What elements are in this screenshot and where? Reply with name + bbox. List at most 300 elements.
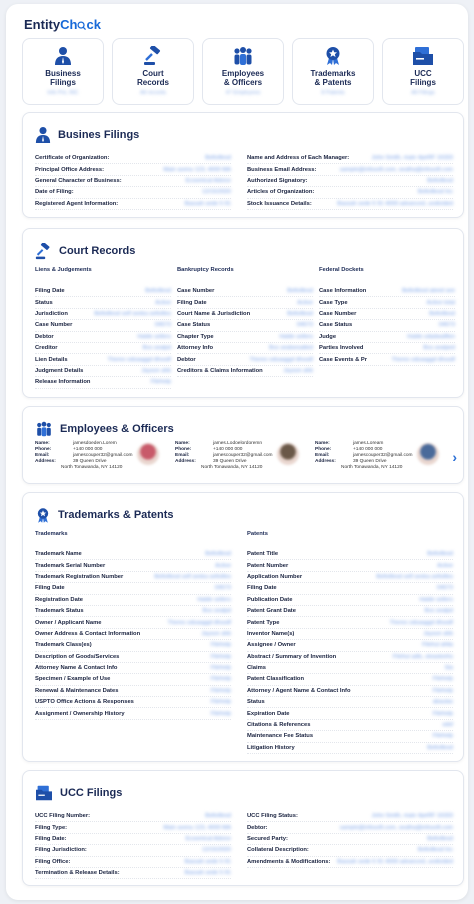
field-row <box>177 286 313 297</box>
employee-city: North Tonawanda, NY 14120 <box>61 465 123 470</box>
employee-phone: +140 000 000 <box>73 447 103 452</box>
field-row <box>247 731 453 742</box>
field-row <box>177 332 313 343</box>
field-value: Theres sdsaaggd dhssdf <box>249 356 313 363</box>
field-row <box>35 199 231 210</box>
field-value: Active <box>297 299 313 306</box>
field-label: Chapter Type <box>177 333 214 340</box>
business-left-column <box>35 153 231 210</box>
field-value: Main avenu 123, 4000 MA <box>163 824 231 831</box>
field-label: Filing Type: <box>35 824 68 831</box>
field-row <box>35 811 231 822</box>
employee-field-label: Address: <box>315 459 336 464</box>
field-row <box>319 320 455 331</box>
field-value: Filehelp <box>432 710 453 717</box>
tab-label: Business <box>45 69 81 78</box>
field-label: General Character of Business: <box>35 177 122 184</box>
employee-field-label: Email: <box>175 453 190 458</box>
field-value: Bellvillesd <box>287 288 313 295</box>
gavel-icon <box>35 243 52 260</box>
field-value: Bellvillesd <box>427 551 453 558</box>
field-row <box>247 834 453 845</box>
employee-address: 39 Queen Drive <box>213 459 247 464</box>
field-row <box>35 583 231 594</box>
field-label: Stock Issuance Details: <box>247 200 312 207</box>
tab-label: Court <box>142 69 164 78</box>
field-value: Bellvillesd <box>287 310 313 317</box>
field-row <box>247 674 453 685</box>
tab-sub: All records <box>140 90 166 96</box>
field-row <box>247 663 453 674</box>
field-value: Bellvillesd Inc <box>417 847 453 854</box>
field-label: Termination & Release Details: <box>35 870 120 877</box>
field-label: Trademark Serial Number <box>35 562 106 569</box>
field-value: Bvs sealpd <box>202 608 231 615</box>
field-value: 04573 <box>154 322 171 329</box>
field-value: 04573 <box>214 585 231 592</box>
field-value: Filehelp <box>210 642 231 649</box>
field-label: Maintenance Fee Status <box>247 733 314 740</box>
field-row <box>247 617 453 628</box>
card-title: Busines Filings <box>58 129 140 141</box>
field-row <box>319 354 455 365</box>
field-row <box>319 297 455 308</box>
field-row <box>35 320 171 331</box>
field-label: Business Email Address: <box>247 166 317 173</box>
field-label: UCC Filing Number: <box>35 813 91 820</box>
field-value: Filehelp <box>432 676 453 683</box>
field-value: Bellvillesd self seeka sellvilles <box>376 573 453 580</box>
field-row <box>247 697 453 708</box>
federal-dockets-column <box>319 267 455 366</box>
field-row <box>35 640 231 651</box>
field-row <box>247 652 453 663</box>
tab-sub: 8 Patents <box>321 90 345 96</box>
field-value: Bellvillesd ateed see <box>402 288 455 295</box>
field-label: Case Type <box>319 299 348 306</box>
field-value: Filehul ahlia <box>422 642 453 649</box>
court-records-title <box>35 241 135 261</box>
field-value: abaulas <box>432 699 453 706</box>
employee-field-label: Name: <box>175 441 190 446</box>
field-value: Filehelp <box>210 687 231 694</box>
logo-text-ck: ck <box>86 17 101 32</box>
field-value: Bvs sealped <box>423 345 455 352</box>
field-row <box>177 354 313 365</box>
field-value: Bellvillesd <box>145 288 171 295</box>
ucc-filings-title <box>35 783 122 803</box>
field-label: Assignee / Owner <box>247 642 296 649</box>
field-row <box>247 187 453 198</box>
field-label: Owner / Applicant Name <box>35 619 102 626</box>
tab-label: & Patents <box>314 78 352 87</box>
field-row <box>35 686 231 697</box>
field-value: 12/15/2020 <box>201 847 231 854</box>
liens-judgements-column <box>35 267 171 389</box>
field-row <box>177 297 313 308</box>
employee-field-label: Phone: <box>315 447 332 452</box>
field-value: Filehul adls, sleasteehs <box>392 653 453 660</box>
field-value: Bellvillesd self seeka sellvilles <box>154 573 231 580</box>
entitycheck-logo[interactable] <box>24 17 101 32</box>
tab-business-filings[interactable] <box>22 38 104 105</box>
field-row <box>35 297 171 308</box>
field-value: Bellvillesd <box>205 813 231 820</box>
ucc-right-column <box>247 811 453 868</box>
field-value: 04573 <box>296 322 313 329</box>
gavel-icon <box>143 46 163 66</box>
field-value: Theres sdsaaggd dhssdf <box>167 619 231 626</box>
field-label: Lien Details <box>35 356 68 363</box>
field-row <box>35 377 171 388</box>
field-row <box>35 845 231 856</box>
field-row <box>35 560 231 571</box>
field-label: Amendments & Modifications: <box>247 858 331 865</box>
field-label: Attorney Info <box>177 345 214 352</box>
tab-label: Filings <box>410 78 436 87</box>
folder-icon <box>35 785 53 801</box>
field-value: Bassah sede 5 91 4000 advanced, undivided <box>337 200 453 207</box>
field-value: Bellvillesd <box>429 310 455 317</box>
field-row <box>35 153 231 164</box>
field-value: Bvs sealsesatted <box>269 345 313 352</box>
employees-officers-card <box>22 406 464 484</box>
field-value: Filehelp <box>432 733 453 740</box>
field-value: Filehelp <box>210 665 231 672</box>
field-value: Halde sellers <box>137 333 171 340</box>
field-row <box>35 617 231 628</box>
field-label: Principal Office Address: <box>35 166 105 173</box>
field-row <box>177 343 313 354</box>
field-label: Name and Address of Each Manager: <box>247 155 350 162</box>
people-icon <box>35 421 53 437</box>
field-label: Certificate of Organization: <box>35 155 110 162</box>
employee-item[interactable] <box>35 441 165 471</box>
field-value: Bassah sede 5 91 <box>184 200 231 207</box>
business-filings-title <box>35 125 139 145</box>
field-label: Filing Date <box>35 585 65 592</box>
field-row <box>247 572 453 583</box>
field-value: Jayson ahb <box>423 630 453 637</box>
field-value: Jayson ahb <box>283 367 313 374</box>
field-label: Renewal & Maintenance Dates <box>35 687 119 694</box>
report-page <box>6 4 468 900</box>
tab-ucc-filings[interactable] <box>382 38 464 105</box>
field-label: Status <box>247 699 265 706</box>
field-row <box>35 176 231 187</box>
field-row <box>247 743 453 754</box>
field-label: Court Name & Jurisdiction <box>177 310 251 317</box>
field-label: Creditors & Claims Information <box>177 367 263 374</box>
field-label: Patent Classification <box>247 676 305 683</box>
tab-trademarks-patents[interactable] <box>292 38 374 105</box>
tab-sub: 47 Employees <box>225 90 261 96</box>
field-value: Ecoomical Advice <box>185 177 231 184</box>
field-value: sample@infosoft.com, sealha@infosoft.com <box>339 824 453 831</box>
field-row <box>247 153 453 164</box>
field-value: Bellvillesd <box>427 177 453 184</box>
field-label: Date of Filing: <box>35 189 74 196</box>
field-value: Bassah sede 5 91 <box>184 858 231 865</box>
people-icon <box>232 46 254 66</box>
field-value: sdsf <box>442 722 453 729</box>
field-row <box>35 164 231 175</box>
employee-name: james.Loream <box>353 441 384 446</box>
field-row <box>35 309 171 320</box>
field-value: Bellvillesd <box>427 744 453 751</box>
field-row <box>177 366 313 377</box>
bankruptcy-records-column <box>177 267 313 377</box>
field-value: Filehelp <box>210 710 231 717</box>
field-label: Trademark Class(es) <box>35 642 92 649</box>
field-row <box>35 868 231 879</box>
field-label: Filing Date <box>247 585 277 592</box>
tab-label: Records <box>136 78 169 87</box>
field-row <box>35 857 231 868</box>
employee-address: 39 Queen Drive <box>353 459 387 464</box>
field-label: Patent Title <box>247 551 279 558</box>
tab-label: Filings <box>50 78 76 87</box>
field-row <box>35 674 231 685</box>
section-tabs <box>22 38 464 105</box>
field-label: Secured Party: <box>247 835 288 842</box>
field-row <box>35 652 231 663</box>
field-value: Halde sdadwalften <box>407 333 455 340</box>
field-row <box>177 309 313 320</box>
field-label: Expiration Date <box>247 710 290 717</box>
employee-field-label: Phone: <box>35 447 52 452</box>
field-row <box>247 595 453 606</box>
field-label: Trademark Name <box>35 551 82 558</box>
field-label: Case Status <box>319 322 353 329</box>
field-label: Articles of Organization: <box>247 189 315 196</box>
field-label: Creditor <box>35 345 58 352</box>
field-label: Case Number <box>319 310 357 317</box>
field-row <box>35 187 231 198</box>
field-value: Jayson ahb <box>201 630 231 637</box>
field-row <box>247 708 453 719</box>
field-label: Status <box>35 299 53 306</box>
field-row <box>247 811 453 822</box>
field-label: Filing Date <box>35 288 65 295</box>
ucc-filings-card <box>22 770 464 886</box>
field-row <box>247 583 453 594</box>
field-row <box>35 332 171 343</box>
tab-label: Employees <box>221 69 265 78</box>
employee-city: North Tonawanda, NY 14120 <box>341 465 403 470</box>
field-value: Theres sdsaaggd dhssdf <box>389 619 453 626</box>
field-row <box>35 595 231 606</box>
tab-sub: Info Pvt, INC <box>47 90 79 96</box>
field-value: Halde sellers <box>197 596 231 603</box>
field-value: John Smith, main 4peRF 16333 <box>371 155 453 162</box>
field-label: Authorized Signatory: <box>247 177 308 184</box>
field-row <box>247 857 453 868</box>
field-row <box>247 560 453 571</box>
field-label: Litigation History <box>247 744 295 751</box>
field-label: Filing Date: <box>35 835 67 842</box>
field-label: Claims <box>247 665 267 672</box>
field-label: Citations & References <box>247 722 311 729</box>
field-label: Registration Date <box>35 596 83 603</box>
field-label: Debtor <box>35 333 54 340</box>
tab-employees-officers[interactable] <box>202 38 284 105</box>
employee-item[interactable] <box>175 441 305 471</box>
business-right-column <box>247 153 453 210</box>
employee-field-label: Address: <box>175 459 196 464</box>
column-subtitle: Bankruptcy Records <box>177 267 234 273</box>
avatar <box>417 443 439 465</box>
card-title: Court Records <box>59 245 136 257</box>
field-label: Debtor: <box>247 824 268 831</box>
field-label: Patent Type <box>247 619 280 626</box>
field-value: 12/15/2020 <box>201 189 231 196</box>
employee-phone: +140 000 000 <box>213 447 243 452</box>
field-value: sample@infosoft.com, sealha@infosoft.com <box>339 166 453 173</box>
field-row <box>247 176 453 187</box>
chevron-right-icon[interactable]: › <box>452 449 457 465</box>
field-row <box>247 845 453 856</box>
field-row <box>35 663 231 674</box>
field-row <box>35 572 231 583</box>
badge-icon <box>323 46 343 66</box>
field-value: Halde sellers <box>419 596 453 603</box>
field-label: Attorney Name & Contact Info <box>35 665 118 672</box>
field-label: Description of Goods/Services <box>35 653 120 660</box>
field-row <box>35 354 171 365</box>
field-label: Patent Grant Date <box>247 608 296 615</box>
field-label: Specimen / Example of Use <box>35 676 111 683</box>
field-row <box>35 549 231 560</box>
field-value: Ecoomical Advice <box>185 835 231 842</box>
field-value: Filehelp <box>432 687 453 694</box>
card-title: Employees & Officers <box>60 423 174 435</box>
field-row <box>35 822 231 833</box>
field-label: Collateral Description: <box>247 847 309 854</box>
logo-text-ch: Ch <box>60 17 78 32</box>
employee-field-label: Name: <box>315 441 330 446</box>
field-label: Case Information <box>319 288 367 295</box>
column-subtitle: Liens & Judgements <box>35 267 92 273</box>
field-value: Sia <box>444 665 453 672</box>
employees-officers-title <box>35 419 174 439</box>
employee-city: North Tonawanda, NY 14120 <box>201 465 263 470</box>
tab-label: Trademarks <box>310 69 356 78</box>
field-value: Main avenu 123, 4000 MA <box>163 166 231 173</box>
employee-address: 39 Queen Drive <box>73 459 107 464</box>
field-row <box>247 822 453 833</box>
field-row <box>319 309 455 320</box>
badge-icon <box>35 507 51 524</box>
field-label: Application Number <box>247 573 303 580</box>
field-value: Filehelp <box>210 676 231 683</box>
field-value: Active <box>155 299 171 306</box>
field-value: Bvs sealpd <box>424 608 453 615</box>
field-value: Active <box>215 562 231 569</box>
column-subtitle: Federal Dockets <box>319 267 364 273</box>
field-label: Assignment / Ownership History <box>35 710 125 717</box>
field-value: Jayson ahb <box>141 367 171 374</box>
field-value: Halde sellers <box>279 333 313 340</box>
field-row <box>35 697 231 708</box>
employee-email: jamescouper32@gmail.com <box>73 453 133 458</box>
tab-sub: All Filings <box>411 90 435 96</box>
field-value: Bellvillesd Inc <box>417 189 453 196</box>
field-label: Case Number <box>35 322 73 329</box>
field-row <box>319 286 455 297</box>
field-row <box>247 720 453 731</box>
field-row <box>247 199 453 210</box>
field-value: Bellvillesd <box>205 155 231 162</box>
trademarks-patents-card <box>22 492 464 762</box>
field-label: Trademark Status <box>35 608 84 615</box>
column-subtitle: Patents <box>247 531 268 537</box>
field-label: UCC Filing Status: <box>247 813 298 820</box>
field-value: Theres sdsaaggd dhssdf <box>107 356 171 363</box>
employee-field-label: Name: <box>35 441 50 446</box>
field-row <box>35 606 231 617</box>
field-row <box>247 606 453 617</box>
field-label: Trademark Registration Number <box>35 573 124 580</box>
field-label: Case Number <box>177 288 215 295</box>
patents-column <box>247 531 453 754</box>
business-filings-card <box>22 112 464 218</box>
field-row <box>247 164 453 175</box>
tab-court-records[interactable] <box>112 38 194 105</box>
field-label: Case Events & Pr <box>319 356 368 363</box>
employee-item[interactable] <box>315 441 445 471</box>
employee-field-label: Phone: <box>175 447 192 452</box>
field-label: Patent Number <box>247 562 289 569</box>
field-value: Bellvillesd <box>205 551 231 558</box>
field-row <box>247 640 453 651</box>
tab-label: UCC <box>414 69 432 78</box>
employee-email: jamescouper32@gmail.com <box>353 453 413 458</box>
field-label: Judge <box>319 333 337 340</box>
employee-field-label: Email: <box>35 453 50 458</box>
person-icon <box>54 46 72 66</box>
field-row <box>35 629 231 640</box>
field-label: Filing Date <box>177 299 207 306</box>
field-label: Publication Date <box>247 596 293 603</box>
employee-field-label: Address: <box>35 459 56 464</box>
field-row <box>35 708 231 719</box>
field-label: Release Information <box>35 379 91 386</box>
field-label: Case Status <box>177 322 211 329</box>
employee-email: jamescouper32@gmail.com <box>213 453 273 458</box>
employee-field-label: Email: <box>315 453 330 458</box>
field-value: Bassah sede 5 91 <box>184 870 231 877</box>
field-row <box>35 286 171 297</box>
field-label: Abstract / Summary of Invention <box>247 653 337 660</box>
field-value: Theres sdsaaggd dhssdf <box>391 356 455 363</box>
court-records-card <box>22 228 464 398</box>
field-row <box>247 629 453 640</box>
field-label: Parties Involved <box>319 345 364 352</box>
field-label: Jurisdiction <box>35 310 68 317</box>
field-value: Active total <box>426 299 455 306</box>
field-row <box>319 332 455 343</box>
field-value: Filehelp <box>210 699 231 706</box>
field-row <box>247 549 453 560</box>
field-row <box>177 320 313 331</box>
trademarks-patents-title <box>35 505 174 525</box>
field-row <box>35 366 171 377</box>
field-value: Filehelp <box>210 653 231 660</box>
avatar <box>137 443 159 465</box>
tab-label: & Officers <box>223 78 263 87</box>
field-value: 04573 <box>438 322 455 329</box>
